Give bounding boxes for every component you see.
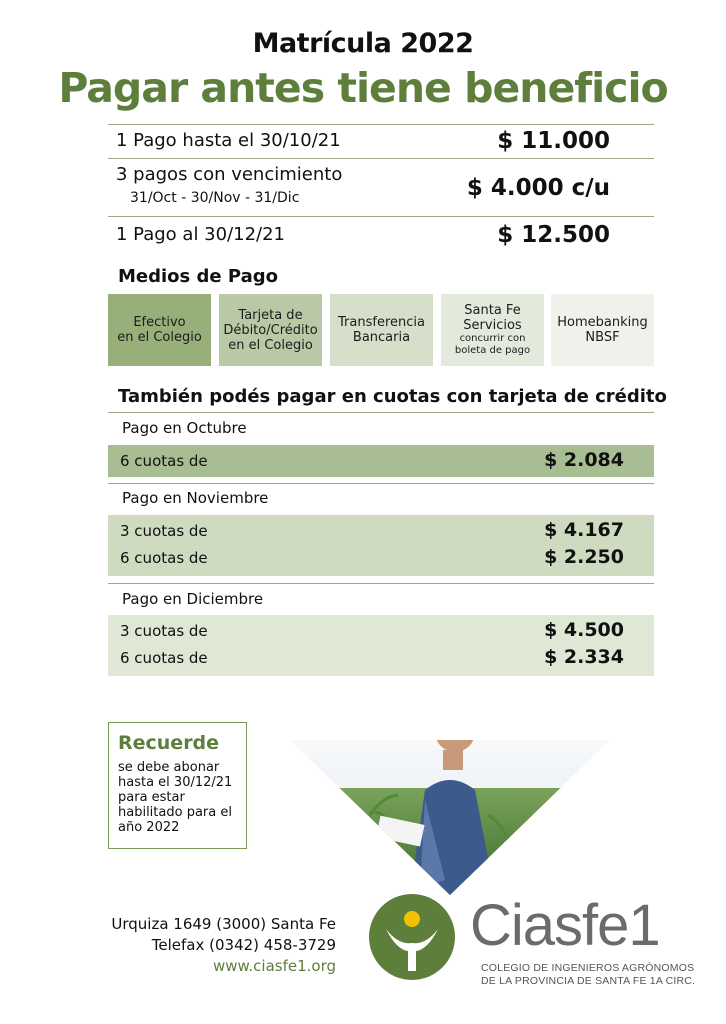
payment-method-transfer: Transferencia Bancaria xyxy=(330,294,433,366)
divider xyxy=(108,483,654,484)
price-label: 3 pagos con vencimiento xyxy=(116,164,343,185)
contact-website[interactable]: www.ciasfe1.org xyxy=(212,957,336,975)
installment-label: 3 cuotas de xyxy=(120,522,208,540)
installment-label: 3 cuotas de xyxy=(120,622,208,640)
price-value: $ 12.500 xyxy=(497,222,610,248)
installment-band-december xyxy=(108,615,654,676)
divider xyxy=(108,216,654,217)
price-label: 1 Pago hasta el 30/10/21 xyxy=(116,130,341,151)
installment-value: $ 2.250 xyxy=(544,546,624,568)
installment-label: 6 cuotas de xyxy=(120,649,208,667)
month-label-october: Pago en Octubre xyxy=(122,419,247,437)
installments-heading: También podés pagar en cuotas con tarjeta de crédito xyxy=(118,386,667,407)
payment-method-santafe-servicios: Santa Fe Servicios concurrir con boleta de pago xyxy=(441,294,544,366)
installment-band-november xyxy=(108,515,654,576)
divider xyxy=(108,124,654,125)
brand-name: Ciasfe1 xyxy=(470,893,660,958)
contact-address: Urquiza 1649 (3000) Santa Fe xyxy=(111,915,336,933)
page-title: Matrícula 2022 xyxy=(252,28,474,59)
installment-value: $ 4.167 xyxy=(544,519,624,541)
contact-phone: Telefax (0342) 458-3729 xyxy=(151,936,336,954)
installment-label: 6 cuotas de xyxy=(120,452,208,470)
month-label-december: Pago en Diciembre xyxy=(122,590,264,608)
farmer-in-cornfield-image xyxy=(250,680,650,910)
divider xyxy=(108,158,654,159)
reminder-title: Recuerde xyxy=(118,732,220,754)
installment-value: $ 2.334 xyxy=(544,646,624,668)
installment-label: 6 cuotas de xyxy=(120,549,208,567)
installment-band-october xyxy=(108,445,654,477)
page-subtitle: Pagar antes tiene beneficio xyxy=(58,64,668,112)
month-label-november: Pago en Noviembre xyxy=(122,489,269,507)
payment-method-homebanking: Homebanking NBSF xyxy=(551,294,654,366)
reminder-box xyxy=(108,722,247,849)
price-label: 1 Pago al 30/12/21 xyxy=(116,224,286,245)
payment-methods-heading: Medios de Pago xyxy=(118,266,278,287)
divider xyxy=(108,583,654,584)
sprout-person-icon xyxy=(368,893,456,981)
price-value: $ 4.000 c/u xyxy=(466,175,610,201)
payment-method-card: Tarjeta de Débito/Crédito en el Colegio xyxy=(219,294,322,366)
installment-value: $ 2.084 xyxy=(544,449,624,471)
divider xyxy=(108,412,654,413)
price-value: $ 11.000 xyxy=(497,128,610,154)
price-sublabel: 31/Oct - 30/Nov - 31/Dic xyxy=(130,190,300,206)
payment-method-cash: Efectivo en el Colegio xyxy=(108,294,211,366)
brand-line-2: DE LA PROVINCIA DE SANTA FE 1A CIRC. xyxy=(481,975,696,987)
brand-line-1: COLEGIO DE INGENIEROS AGRÓNOMOS xyxy=(481,962,695,974)
installment-value: $ 4.500 xyxy=(544,619,624,641)
reminder-text: se debe abonar hasta el 30/12/21 para estar habilitado para el año 2022 xyxy=(118,760,233,835)
